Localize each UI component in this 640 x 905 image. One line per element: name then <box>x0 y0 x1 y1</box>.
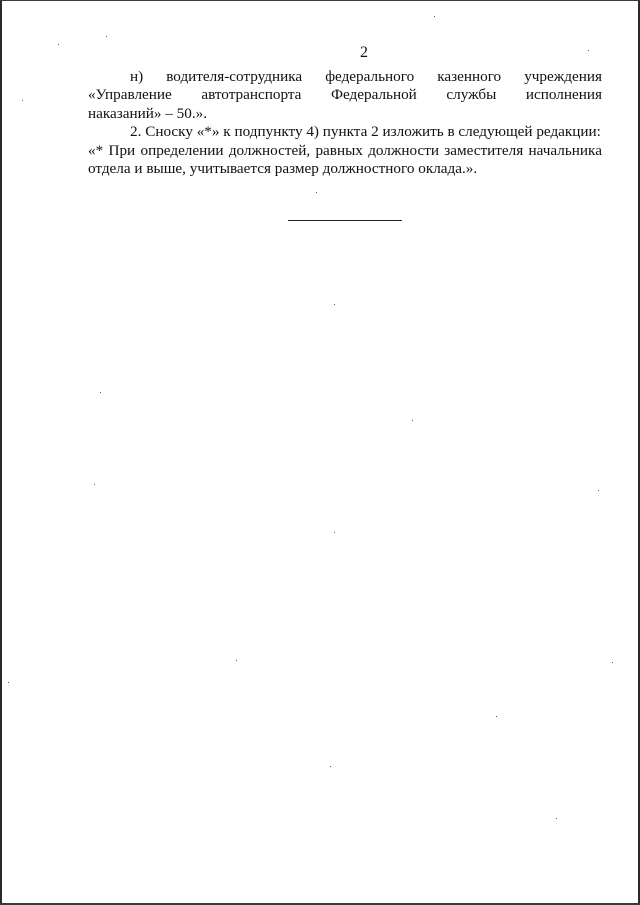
word: заместителя <box>444 141 524 159</box>
paragraph-2-line-3: отдела и выше, учитывается размер должностного оклада.». <box>88 160 478 178</box>
document-body <box>88 68 602 178</box>
paragraph-2-line-1: 2. Сноску «*» к подпункту 4) пункта 2 изложить в следующей редакции: <box>130 123 601 141</box>
word: исполнения <box>525 86 602 104</box>
scan-speck <box>22 100 23 101</box>
word: «* <box>88 141 104 159</box>
word: казенного <box>437 68 502 85</box>
word: «Управление <box>88 86 172 104</box>
word: начальника <box>528 141 602 159</box>
scan-speck <box>556 818 557 819</box>
paragraph-n-line-2 <box>88 86 602 104</box>
scan-edge-left <box>0 0 2 905</box>
page-number: 2 <box>360 44 368 61</box>
word: автотранспорта <box>201 86 302 104</box>
scan-speck <box>412 420 413 421</box>
word: службы <box>446 86 497 104</box>
scan-speck <box>334 532 335 533</box>
scan-speck <box>434 16 435 17</box>
paragraph-n-line-1 <box>88 68 602 86</box>
word: равных <box>315 141 363 159</box>
paragraph-n-line-3: наказаний» – 50.». <box>88 104 208 122</box>
word: федерального <box>325 68 415 85</box>
word: определении <box>140 141 224 159</box>
word: Федеральной <box>330 86 417 104</box>
paragraph-2-line-2 <box>88 142 602 160</box>
scan-speck <box>58 44 59 45</box>
scan-edge-top <box>0 0 640 1</box>
word: должности <box>368 141 439 159</box>
scan-speck <box>612 662 613 663</box>
closing-rule <box>288 220 402 221</box>
scan-speck <box>588 50 589 51</box>
scan-speck <box>316 192 317 193</box>
scan-speck <box>94 484 95 485</box>
scan-speck <box>8 682 9 683</box>
scan-speck <box>106 36 107 37</box>
word: водителя-сотрудника <box>166 68 303 85</box>
word: н) <box>130 68 144 85</box>
word: При <box>108 141 136 159</box>
scan-speck <box>334 304 335 305</box>
scan-speck <box>496 716 497 717</box>
scan-speck <box>330 766 331 767</box>
scan-speck <box>100 392 101 393</box>
word: должностей, <box>228 141 311 159</box>
word: учреждения <box>524 68 602 85</box>
scan-speck <box>236 660 237 661</box>
scan-speck <box>598 490 599 491</box>
